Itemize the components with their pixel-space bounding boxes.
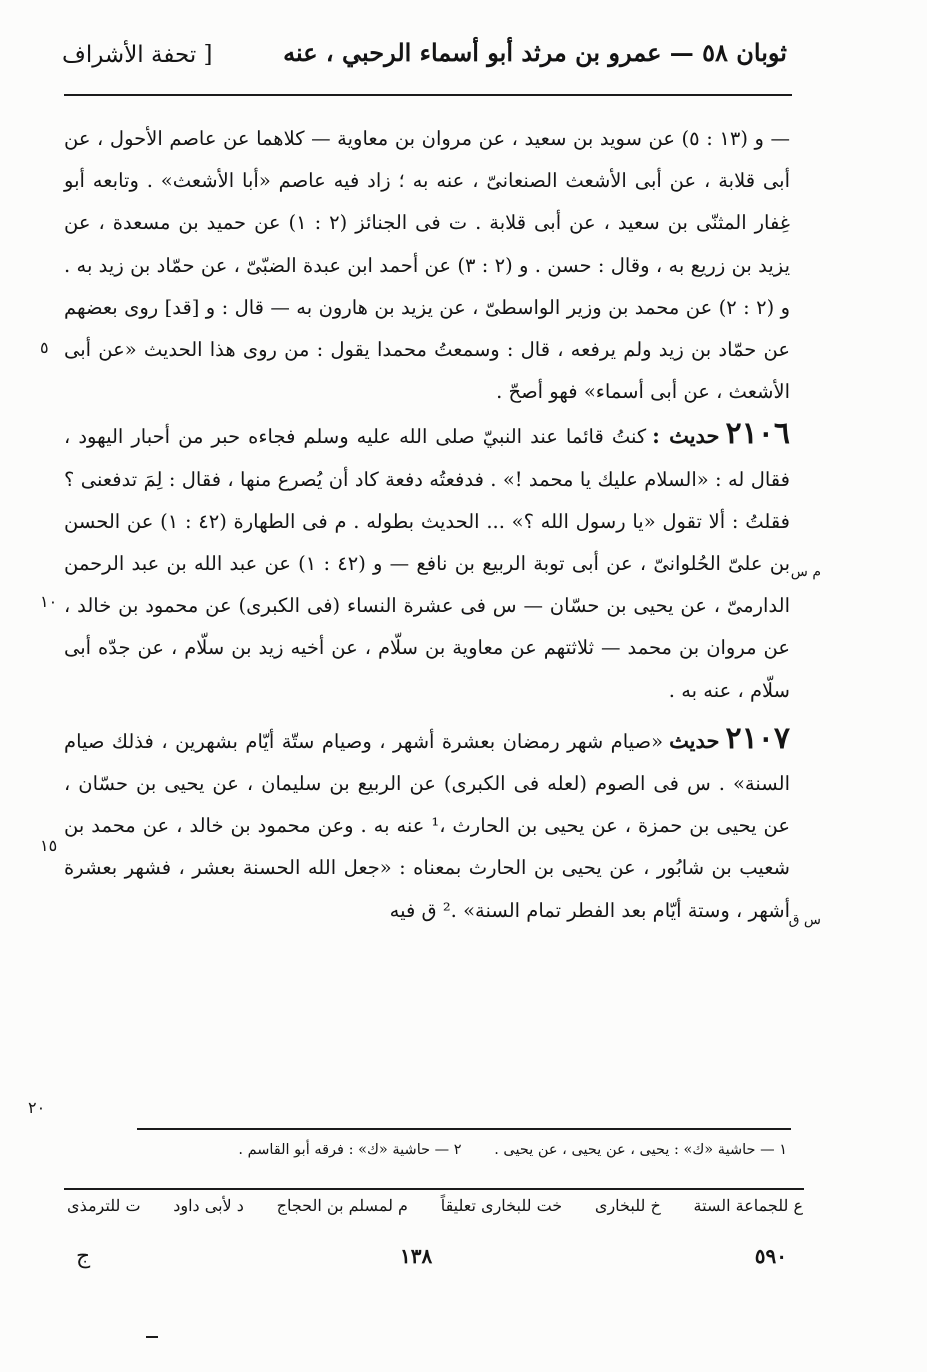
- abbr-item: ت للترمذى: [67, 1196, 141, 1215]
- paragraph-text: — و (١٣ : ٥) عن سويد بن سعيد ، عن مروان بن معاوية — كلاهما عن عاصم الأحول ، عن أبى قلابة ، عن أبى الأشعث الصنعانىّ ، عنه به ؛ زاد فيه عاصم «أبا الأشعث» . وتابعه أبو غِفار المثنّى بن سعيد ، عن أبى قلابة . ت فى الجنائز (٢ : ١) عن حميد بن مسعدة ، عن يزيد بن زريع به ، وقال : حسن . و (٢ : ٣) عن أحمد ابن عبدة الضبّىّ ، عن حمّاد بن زيد به . و (٢ : ٢) عن محمد بن وزير الواسطىّ ، عن يزيد بن هارون به — قال : و [قد] روى بعضهم عن حمّاد بن زيد ولم يرفعه ، قال : وسمعتُ محمدا يقول : من روى هذا الحديث «عن أبى الأشعث ، عن أبى أسماء» فهو أصحّ .: [64, 127, 791, 404]
- footnote-rule: [137, 1128, 791, 1130]
- abbreviations-rule: [64, 1188, 804, 1190]
- main-text: [64, 118, 790, 932]
- line-number-20: ٢٠: [28, 1098, 46, 1117]
- signature-mark: ج: [76, 1244, 91, 1269]
- footnote-2: ٢ — حاشية «ك» : فرقه أبو القاسم .: [238, 1142, 462, 1158]
- running-head-right: ثوبان ٥٨ — عمرو بن مرثد أبو أسماء الرحبي ، عنه: [283, 38, 787, 67]
- hadith-2107: [64, 718, 790, 932]
- abbr-item: خ للبخارى: [594, 1196, 661, 1215]
- hadith-number: ٢١٠٧: [725, 720, 790, 756]
- abbreviations-row: [67, 1196, 803, 1226]
- hadith-2106: [64, 413, 790, 711]
- abbr-item: خت للبخارى تعليقاً: [440, 1196, 563, 1215]
- line-number-15: ١٥: [40, 836, 58, 855]
- hadith-label: حديث :: [652, 423, 720, 449]
- line-number-5: ٥: [40, 338, 49, 357]
- abbr-item: م لمسلم بن الحجاج: [276, 1196, 408, 1215]
- bottom-mark: [146, 1336, 158, 1338]
- sigla-2106: م س: [790, 564, 821, 580]
- abbr-item: ع للجماعة الستة: [693, 1196, 803, 1215]
- line-number-10: ١٠: [40, 592, 58, 611]
- hadith-text: «صيام شهر رمضان بعشرة أشهر ، وصيام ستّة أيّام بشهرين ، فذلك صيام السنة» . س فى الصوم (لعله فى الكبرى) عن الربيع بن سليمان ، عن يحيى بن حسّان ، عن يحيى بن حمزة ، عن يحيى بن الحارث ،¹ عنه به . وعن محمود بن خالد ، عن محمد بن شعيب بن شابُور ، عن يحيى بن الحارث بمعناه : «جعل الله الحسنة بعشر ، فشهر بعشرة أشهر ، وستة أيّام بعد الفطر تمام السنة» .² ق فيه: [64, 729, 790, 922]
- sigla-2107: س ق: [788, 912, 821, 928]
- page-number-volume: ٥٩٠: [754, 1244, 787, 1268]
- header-rule: [64, 94, 792, 96]
- abbr-item: د لأبى داود: [173, 1196, 244, 1215]
- running-head-left: [ تحفة الأشراف: [62, 42, 213, 68]
- footnotes: [210, 1142, 787, 1158]
- abbreviations-key: [67, 1196, 803, 1226]
- hadith-number: ٢١٠٦: [725, 416, 790, 452]
- hadith-label: حديث: [669, 727, 720, 753]
- paragraph-continuation: [64, 118, 790, 413]
- footnote-1: ١ — حاشية «ك» : يحيى ، عن يحيى ، عن يحيى .: [494, 1142, 787, 1158]
- hadith-text: كنتُ قائما عند النبيّ صلى الله عليه وسلم فجاءه حبر من أحبار اليهود ، فقال له : «السلام عليك يا محمد !» . فدفعتُه دفعة كاد أن يُصرع منها ، فقال : لِمَ تدفعنى ؟ فقلتُ : ألا تقول «يا رسول الله ؟» ... الحديث بطوله . م فى الطهارة (٤٢ : ١) عن الحسن بن علىّ الحُلوانىّ ، عن أبى توبة الربيع بن نافع — و (٤٢ : ١) عن عبد الله بن عبد الرحمن الدارمىّ ، عن يحيى بن حسّان — س فى عشرة النساء (فى الكبرى) عن محمود بن خالد ، عن مروان بن محمد — ثلاثتهم عن معاوية بن سلّام ، عن أخيه زيد بن سلّام ، عن جدّه أبى سلّام ، عنه به .: [64, 425, 791, 702]
- page-number: ١٣٨: [400, 1244, 433, 1268]
